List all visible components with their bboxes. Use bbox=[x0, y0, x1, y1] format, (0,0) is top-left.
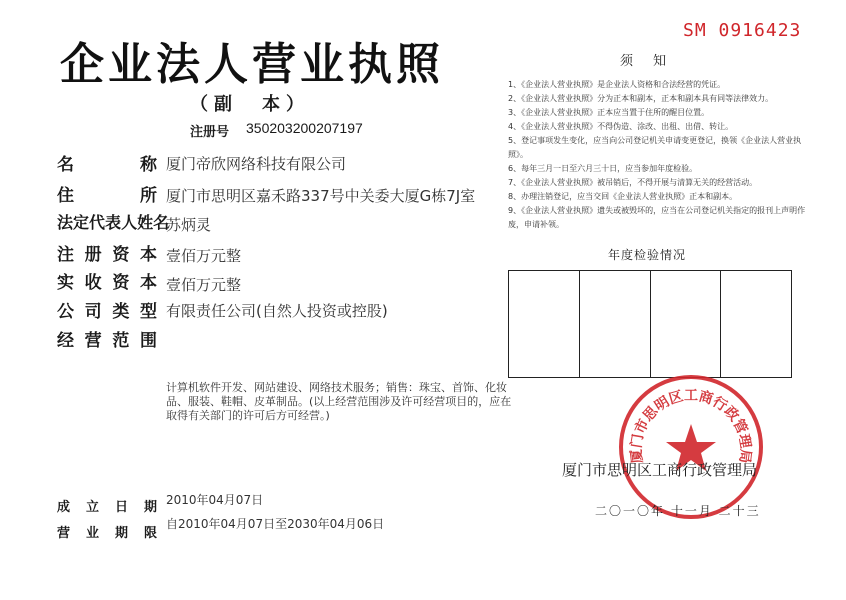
business-scope-text: 计算机软件开发、网站建设、网络技术服务；销售：珠宝、首饰、化妆品、服装、鞋帽、皮革制品。(以上经营范围涉及许可经营项目的，应在取得有关部门的许可后方可经营。) bbox=[166, 381, 512, 422]
notice-list bbox=[508, 78, 808, 232]
notice-item: 8、办理注销登记，应当交回《企业法人营业执照》正本和副本。 bbox=[508, 192, 738, 201]
notice-title: 须知 bbox=[620, 54, 687, 69]
field-label-name: 名 称 bbox=[57, 155, 157, 175]
notice-item: 3、《企业法人营业执照》正本应当置于住所的醒目位置。 bbox=[508, 108, 710, 117]
issuing-authority: 厦门市思明区工商行政管理局 bbox=[562, 461, 758, 479]
field-label-legal-rep: 法 定 代 表 人 姓 名 bbox=[57, 213, 170, 232]
registration-label: 注册号 bbox=[190, 125, 230, 140]
date-value-established: 2010年04月07日 bbox=[166, 493, 264, 507]
field-label-company-type: 公 司 类 型 bbox=[57, 302, 157, 322]
inspection-cell bbox=[721, 271, 791, 377]
official-seal-icon bbox=[616, 372, 766, 522]
notice-item: 5、登记事项发生变化，应当向公司登记机关申请变更登记，换领《企业法人营业执照》。 bbox=[508, 136, 802, 159]
document-subtitle: （副 本） bbox=[190, 94, 310, 115]
notice-item: 2、《企业法人营业执照》分为正本和副本，正本和副本具有同等法律效力。 bbox=[508, 94, 774, 103]
field-value-legal-rep: 苏炳灵 bbox=[166, 216, 212, 234]
registration-number: 350203200207197 bbox=[246, 120, 363, 136]
notice-item: 1、《企业法人营业执照》是企业法人资格和合法经营的凭证。 bbox=[508, 80, 726, 89]
field-value-paid-capital: 壹佰万元整 bbox=[166, 276, 242, 294]
inspection-cell bbox=[651, 271, 722, 377]
serial-number: SM 0916423 bbox=[683, 20, 802, 41]
field-label-business-scope: 经 营 范 围 bbox=[57, 331, 157, 351]
date-label-term: 营 业 期 限 bbox=[57, 526, 157, 541]
field-label-paid-capital: 实 收 资 本 bbox=[57, 273, 157, 293]
notice-item: 6、每年三月一日至六月三十日，应当参加年度检验。 bbox=[508, 164, 698, 173]
issue-date: 二〇一〇年 十一月 二十三 bbox=[595, 504, 761, 518]
field-value-registered-capital: 壹佰万元整 bbox=[166, 247, 242, 265]
field-label-address: 住 所 bbox=[57, 186, 157, 206]
document-title: 企业法人营业执照 bbox=[60, 39, 444, 90]
inspection-cell bbox=[509, 271, 580, 377]
field-value-company-type: 有限责任公司(自然人投资或控股) bbox=[166, 302, 388, 320]
date-value-term: 自2010年04月07日至2030年04月06日 bbox=[166, 517, 385, 531]
notice-item: 9、《企业法人营业执照》遗失或被毁坏的，应当在公司登记机关指定的报刊上声明作废，申请补领。 bbox=[508, 206, 806, 229]
field-value-name: 厦门帝欣网络科技有限公司 bbox=[166, 155, 347, 173]
field-label-registered-capital: 注 册 资 本 bbox=[57, 245, 157, 265]
field-value-address: 厦门市思明区嘉禾路337号中关委大厦G栋7J室 bbox=[166, 187, 476, 205]
inspection-title: 年度检验情况 bbox=[608, 248, 687, 262]
date-label-established: 成 立 日 期 bbox=[57, 500, 157, 515]
svg-text:厦门市思明区工商行政管理局: 厦门市思明区工商行政管理局 bbox=[628, 388, 754, 465]
inspection-grid bbox=[508, 270, 792, 378]
inspection-cell bbox=[580, 271, 651, 377]
notice-item: 4、《企业法人营业执照》不得伪造、涂改、出租、出借、转让。 bbox=[508, 122, 734, 131]
notice-item: 7、《企业法人营业执照》被吊销后，不得开展与清算无关的经营活动。 bbox=[508, 178, 758, 187]
